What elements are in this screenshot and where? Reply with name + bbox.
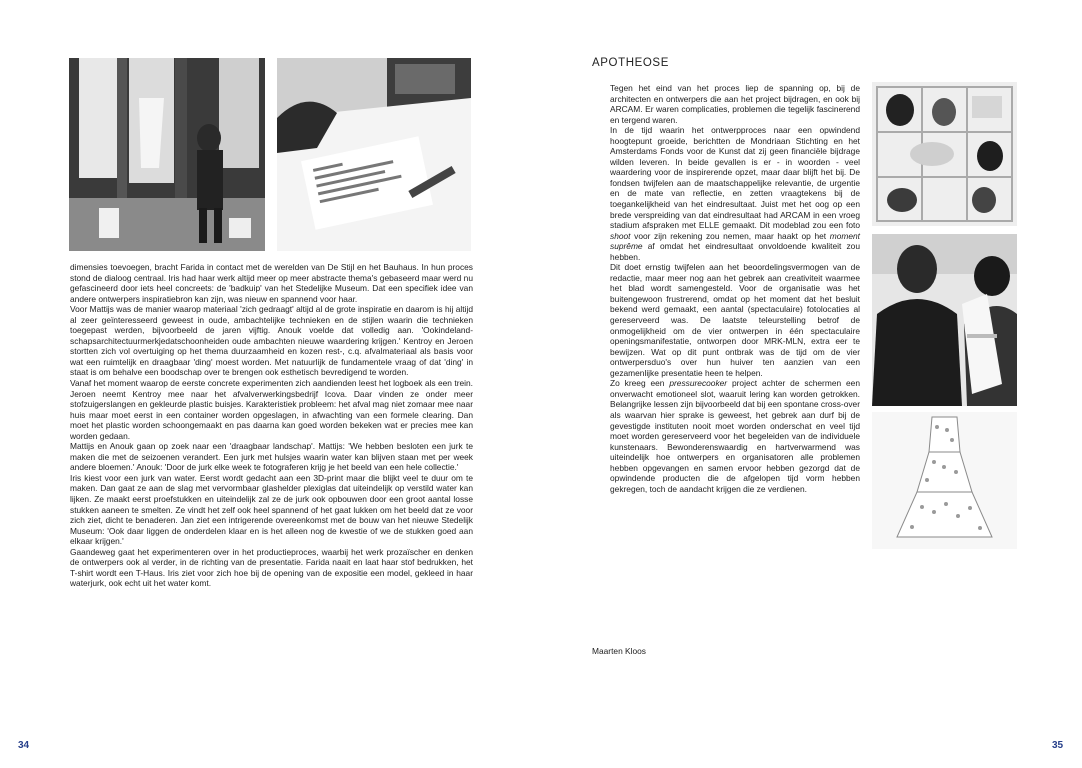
paragraph: Iris kiest voor een jurk van water. Eerst wordt gedacht aan een 3D-print maar die blijkt veel te duur om te maken. Dan gaat ze aan de slag met vervormbaar glashelder plexiglas dat uiteindelijk op verstild water kan lijken. Ze maakt eerst proefstukken en uiteindelijk zal ze de jurk ook opbouwen door een groot aantal losse stukken aaneen te smelten. Ze vindt het zelf ook heel spannend of het gaat lukken om het beeld dat ze voor zich ziet, dicht te benaderen. Jan ziet een intrigerende overeenkomst met de bouw van het nieuwe Stedelijk Museum: 'Ook daar liggen de onderdelen klaar en is het alleen nog de kwestie of we de stukken goed aan elkaar krijgen.' bbox=[70, 472, 473, 547]
page-number-left: 34 bbox=[18, 740, 30, 751]
author-name: Maarten Kloos bbox=[592, 646, 646, 656]
paragraph: Tegen het eind van het proces liep de spanning op, bij de architecten en ontwerpers die aan het project bijdragen, en ook bij ARCAM. Er waren complicaties, problemen die tegelijk fascinerend en tergend waren. bbox=[610, 83, 860, 125]
paragraph: In de tijd waarin het ontwerpproces naar een opwindend hoogtepunt groeide, berichtten de Mondriaan Stichting en het Amsterdams Fonds voor de Kunst dat zij geen financiële bijdrage wilden leveren. In beide gevallen is er - in woorden - veel waardering voor de inspirerende opzet, maar daar blijft het bij. De fondsen twijfelen aan de maatschappelijke relevantie, de urgentie en de mate van reflectie, en zetten vraagtekens bij de toegankelijkheid van het eindresultaat. Juist met het oog op een brede verspreiding van dat eindresultaat had ARCAM in een vroeg stadium afspraken met ELLE gemaakt. Dit modeblad zou een foto shoot voor zijn rekening zou nemen, maar haakt op het moment suprême af omdat het eindresultaat onvoldoende kwaliteit zou hebben. bbox=[610, 125, 860, 262]
paragraph: Mattijs en Anouk gaan op zoek naar een 'draagbaar landschap'. Mattijs: 'We hebben besloten een jurk te maken die met de seizoenen verandert. Een jurk met hulsjes waarin water kan blijven staan met per week andere bloemen.' Anouk: 'Door de jurk elke week te fotograferen krijg je het beeld van een hele collectie.' bbox=[70, 441, 473, 473]
paragraph: Gaandeweg gaat het experimenteren over in het productieproces, waarbij het werk prozaïscher en denken de ontwerpers ook al verder, in de richting van de presentatie. Farida naait en laat haar stof bedrukken, het T-shirt wordt een T-Haus. Iris ziet voor zich hoe bij de opening van de expositie een model, gekleed in haar waterjurk, ook echt uit het water komt. bbox=[70, 546, 473, 589]
paragraph: Dit doet ernstig twijfelen aan het beoordelingsvermogen van de redactie, maar meer nog aan het gebrek aan creativiteit waarmee het blad wordt samengesteld. Voor de organisatie was het buitengewoon frustrerend, omdat op het moment dat het besluit bekend werd gemaakt, een aantal (spectaculaire) fotolocaties al gereserveerd was. De laatste teleurstelling betrof de onmogelijkheid om de vier ontwerpen in één spectaculaire openingsmanifestatie, ontworpen door MRK-MLN, extra eer te bewijzen. Wat op dit punt ontbrak was de tijd om de vier ontwerpersduo's over hun huiver ten aanzien van een gezamenlijke presentatie heen te helpen. bbox=[610, 262, 860, 378]
paragraph: Voor Mattijs was de manier waarop materiaal 'zich gedraagt' altijd al de grote inspiratie en daarom is hij altijd al zeer geïnteresseerd geweest in oude, ambachtelijke technieken en de stijlen waarin die technieken toegepast werden, bijvoorbeeld de jaren vijftig. Anouk voelde dat volledig aan. 'Ookindeland-schapsarchitectuurmerkjedatschoonheiden oude ambachten nieuwe waardering krijgen.' Kentroy en Jeroen stortten zich vol overtuiging op het thema duurzaamheid en kozen rest-, c.q. afvalmateriaal als basis voor wat een ruimtelijk en draagbaar 'ding' moest worden. Met natuurlijk de fundamentele vraag of dat 'ding' in staat is om behalve een boodschap over te brengen ook esthetisch bevredigend te worden. bbox=[70, 304, 473, 378]
section-title: APOTHEOSE bbox=[592, 57, 669, 69]
photo-documents-icon bbox=[277, 58, 471, 251]
left-column-text bbox=[70, 262, 473, 589]
paragraph: Vanaf het moment waarop de eerste concrete experimenten zich aandienden leest het logboek als een trein. Jeroen neemt Kentroy mee naar het afvalverwerkingsbedrijf Icova. Daar vinden ze onder meer stofzuigerslangen en gekleurde plastic buisjes. Karakteristiek probleem: het afval mag niet zomaar mee naar huis maar moet eerst in een container worden opgeslagen, in afwachting van een formele clearing. Dan moet het plastic worden schoongemaakt en pas daarna kan goed worden bekeken wat er precies mee kan worden gedaan. bbox=[70, 378, 473, 441]
photo-designers-icon bbox=[872, 234, 1017, 406]
paragraph: dimensies toevoegen, bracht Farida in contact met de werelden van De Stijl en het Bauhaus. In hun proces stond de dialoog centraal. Iris had haar werk altijd meer op meer abstracte thema's gebaseerd maar werd nu gefascineerd door iets heel concreets: de 'badkuip' van het Stedelijke Museum. Dat een specifiek idee van andere ontwerpers inspiratiebron kan zijn, was nieuw en spannend voor haar. bbox=[70, 262, 473, 304]
photo-studio-icon bbox=[69, 58, 265, 251]
photo-tube-dress-icon bbox=[872, 412, 1017, 549]
photo-sewing-supplies-icon bbox=[872, 82, 1017, 226]
page-number-right: 35 bbox=[1052, 740, 1064, 751]
right-column-text bbox=[610, 83, 860, 494]
paragraph: Zo kreeg een pressurecooker project achter de schermen een onverwacht emotioneel slot, waaruit lering kan worden getrokken. Belangrijke lessen zijn bijvoorbeeld dat bij een spontane cross-over als waarvan hier sprake is geweest, het gebrek aan durf bij de gevestigde instituten nooit moet worden onderschat en veel tijd moet worden gereserveerd voor het begeleiden van de individuele kunstenaars. Bewonderenswaardig en hartverwarmend was uiteindelijk hoe ontwerpers en organisatoren alle problemen hebben opgevangen en samen ervoor hebben gezorgd dat de opwindende producten die de afgelopen tijd vorm hebben gekregen, toch de aandacht krijgen die ze verdienen. bbox=[610, 378, 860, 494]
